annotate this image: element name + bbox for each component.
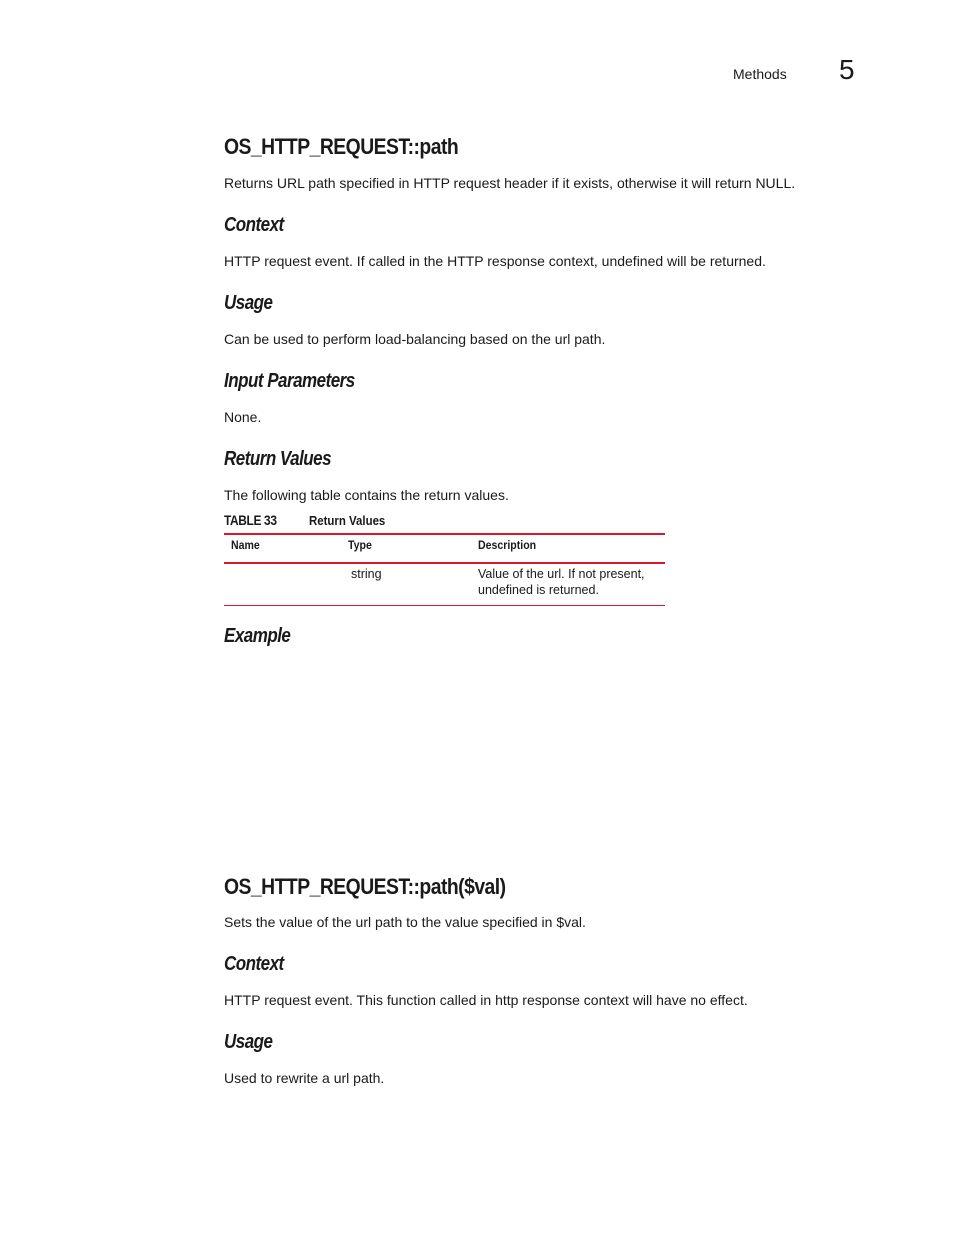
- section2-context-text: HTTP request event. This function called in http response context will have no effect.: [224, 992, 748, 1008]
- section2-context-heading: Context: [224, 953, 284, 975]
- section2-description: Sets the value of the url path to the value specified in $val.: [224, 914, 586, 930]
- example-heading: Example: [224, 625, 291, 647]
- context-text: HTTP request event. If called in the HTTP response context, undefined will be returned.: [224, 253, 766, 269]
- running-header-section: Methods: [733, 66, 787, 82]
- table-cell-type: string: [351, 567, 382, 581]
- return-values-text: The following table contains the return values.: [224, 487, 509, 503]
- table-header-description: Description: [478, 538, 537, 552]
- usage-heading: Usage: [224, 292, 273, 314]
- return-values-heading: Return Values: [224, 448, 332, 470]
- table-header-rule: [224, 562, 665, 564]
- input-parameters-text: None.: [224, 409, 262, 425]
- section2-usage-text: Used to rewrite a url path.: [224, 1070, 385, 1086]
- table-cell-description-line1: Value of the url. If not present,: [478, 567, 645, 581]
- table-header-type: Type: [348, 538, 372, 552]
- table-top-rule: [224, 533, 665, 535]
- usage-text: Can be used to perform load-balancing based on the url path.: [224, 331, 606, 347]
- table-header-name: Name: [231, 538, 260, 552]
- chapter-number: 5: [839, 54, 855, 85]
- table-bottom-rule: [224, 605, 665, 606]
- section2-usage-heading: Usage: [224, 1031, 273, 1053]
- section-title-path: OS_HTTP_REQUEST::path: [224, 134, 459, 159]
- table-cell-description-line2: undefined is returned.: [478, 583, 599, 597]
- table-title: Return Values: [309, 513, 386, 528]
- section-title-path-val: OS_HTTP_REQUEST::path($val): [224, 874, 506, 899]
- table-label: TABLE 33: [224, 512, 277, 528]
- context-heading: Context: [224, 214, 284, 236]
- section-description: Returns URL path specified in HTTP request header if it exists, otherwise it will return NULL.: [224, 175, 796, 191]
- input-parameters-heading: Input Parameters: [224, 370, 355, 392]
